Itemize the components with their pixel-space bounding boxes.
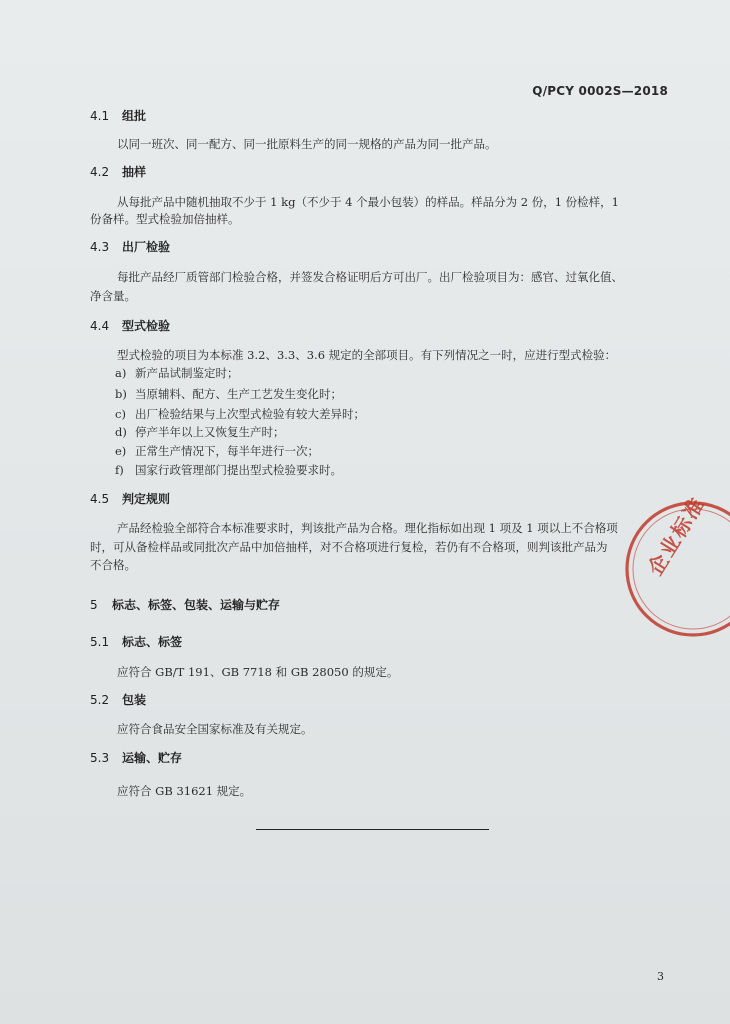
end-rule — [256, 829, 489, 830]
section-number: 5 — [90, 598, 98, 612]
section-title: 出厂检验 — [122, 240, 171, 254]
document-code: Q/PCY 0002S—2018 — [532, 84, 668, 98]
section-title: 标志、标签 — [122, 635, 183, 649]
page-number: 3 — [657, 970, 664, 983]
section-4-3-line-2: 净含量。 — [90, 289, 136, 303]
section-4-1-text: 以同一班次、同一配方、同一批原料生产的同一规格的产品为同一批产品。 — [117, 137, 497, 151]
section-number: 4.3 — [90, 240, 110, 254]
list-item: f) 国家行政管理部门提出型式检验要求时。 — [115, 463, 342, 477]
section-title: 抽样 — [122, 165, 147, 179]
list-item: d) 停产半年以上又恢复生产时； — [115, 425, 285, 439]
section-5-heading — [90, 596, 280, 613]
section-5-3-heading — [90, 749, 182, 766]
section-title: 运输、贮存 — [122, 751, 183, 765]
section-number: 4.5 — [90, 492, 110, 506]
section-4-5-line-3: 不合格。 — [90, 558, 136, 572]
list-item: c) 出厂检验结果与上次型式检验有较大差异时； — [115, 407, 365, 421]
section-5-1-text: 应符合 GB/T 191、GB 7718 和 GB 28050 的规定。 — [117, 665, 399, 679]
section-title: 包装 — [122, 693, 147, 707]
section-4-5-line-2: 时，可从备检样品或同批次产品中加倍抽样，对不合格项进行复检，若仍有不合格项，则判该批产品为 — [90, 540, 608, 554]
section-4-2-line-1: 从每批产品中随机抽取不少于 1 kg（不少于 4 个最小包装）的样品。样品分为 2 份，1 份检样，1 — [117, 195, 619, 209]
section-title: 组批 — [122, 109, 147, 123]
list-item: e) 正常生产情况下，每半年进行一次； — [115, 444, 319, 458]
section-number: 4.1 — [90, 109, 110, 123]
svg-text:企业标准: 企业标准 — [642, 492, 710, 580]
section-title: 标志、标签、包装、运输与贮存 — [112, 598, 281, 612]
section-4-1-heading — [90, 107, 146, 124]
section-4-5-line-1: 产品经检验全部符合本标准要求时，判该批产品为合格。理化指标如出现 1 项及 1 项以上不合格项 — [117, 521, 618, 535]
section-4-2-heading — [90, 163, 146, 180]
section-5-2-heading — [90, 691, 146, 708]
section-4-2-line-2: 份备样。型式检验加倍抽样。 — [90, 212, 240, 226]
company-seal — [618, 494, 730, 644]
section-4-4-heading — [90, 317, 170, 334]
section-4-5-heading — [90, 490, 170, 507]
section-number: 5.1 — [90, 635, 110, 649]
list-item: b) 当原辅料、配方、生产工艺发生变化时； — [115, 387, 342, 401]
section-number: 4.4 — [90, 319, 110, 333]
section-5-1-heading — [90, 633, 182, 650]
section-4-3-line-1: 每批产品经厂质管部门检验合格，并签发合格证明后方可出厂。出厂检验项目为：感官、过氧化值、 — [117, 270, 623, 284]
section-title: 判定规则 — [122, 492, 171, 506]
section-4-4-intro: 型式检验的项目为本标准 3.2、3.3、3.6 规定的全部项目。有下列情况之一时，应进行型式检验： — [117, 348, 617, 362]
list-item: a) 新产品试制鉴定时； — [115, 366, 239, 380]
section-number: 5.3 — [90, 751, 110, 765]
section-number: 4.2 — [90, 165, 110, 179]
section-5-3-text: 应符合 GB 31621 规定。 — [117, 784, 252, 798]
section-title: 型式检验 — [122, 319, 171, 333]
section-number: 5.2 — [90, 693, 110, 707]
section-4-3-heading — [90, 238, 170, 255]
section-5-2-text: 应符合食品安全国家标准及有关规定。 — [117, 722, 313, 736]
